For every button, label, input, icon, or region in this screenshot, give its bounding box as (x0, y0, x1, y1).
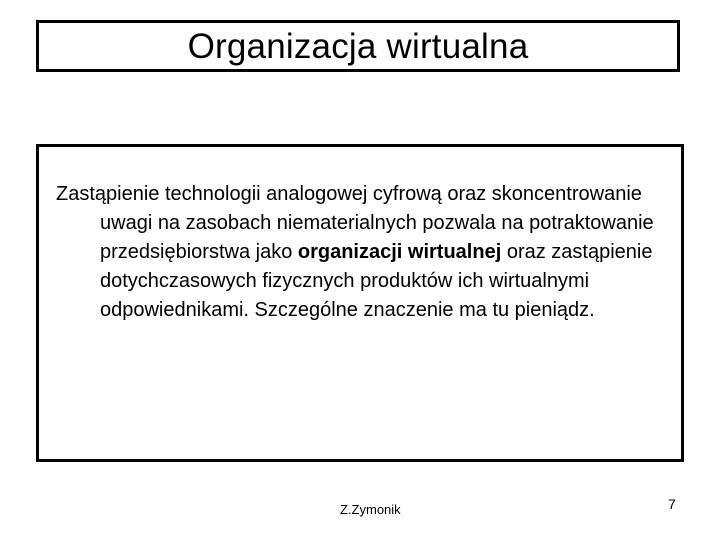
footer-author: Z.Zymonik (340, 502, 401, 517)
page-number: 7 (668, 496, 676, 512)
body-text-emphasis: organizacji wirtualnej (297, 241, 502, 263)
body-text-part-1: Zastąpienie technologii analogowej cyfrową oraz skoncentrowanie uwagi na zasobach niematerialnych pozwala na potraktowanie przedsiębiorstwa jako (56, 183, 654, 263)
slide-title: Organizacja wirtualna (187, 26, 529, 66)
slide-body-text (56, 180, 668, 325)
title-box (36, 20, 680, 72)
body-text-part-2: oraz zastąpienie dotychczasowych fizycznych produktów ich wirtualnymi odpowiednikami. Szczególne znaczenie ma tu pieniądz. (100, 241, 653, 321)
